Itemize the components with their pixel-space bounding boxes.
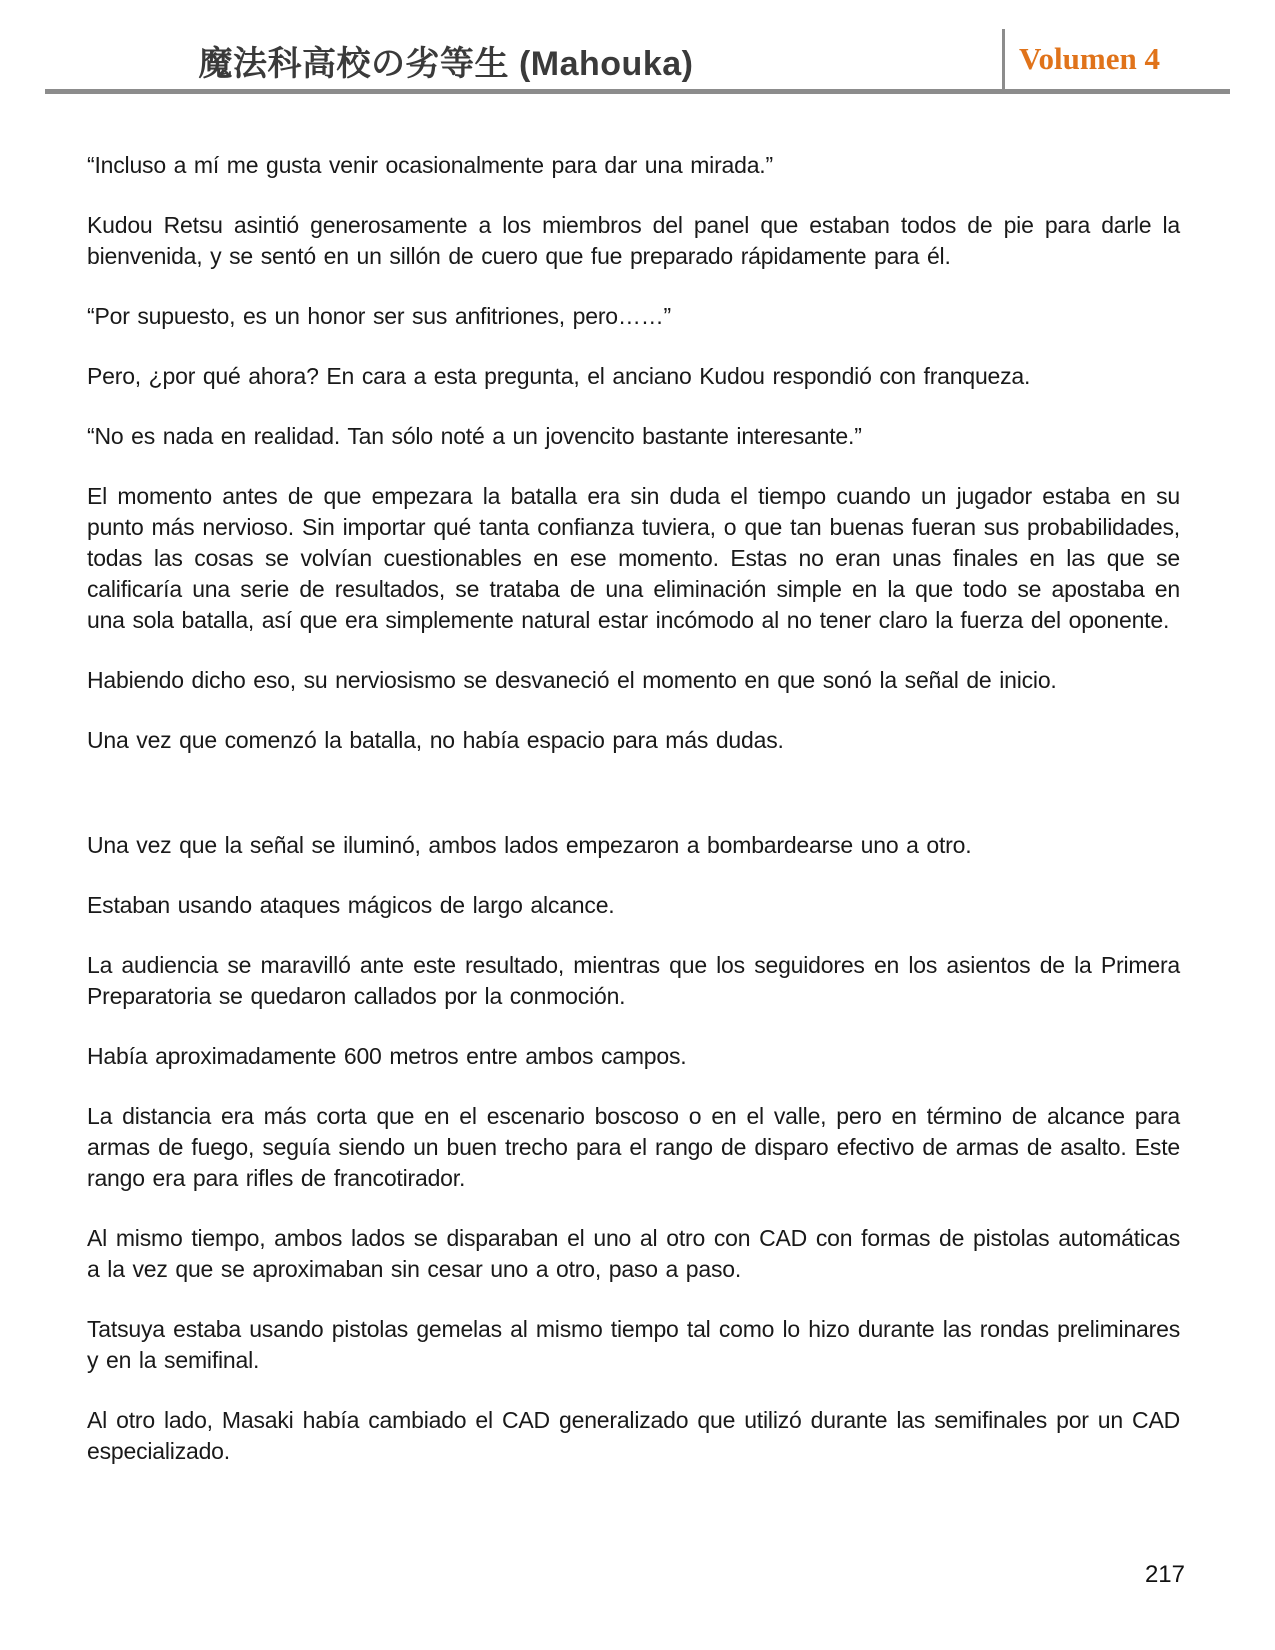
- page-header: [45, 0, 1230, 94]
- paragraph: Una vez que la señal se iluminó, ambos lados empezaron a bombardearse uno a otro.: [87, 832, 972, 858]
- page-number: 217: [1144, 1561, 1185, 1588]
- document-title: 魔法科高校の劣等生 (Mahouka): [198, 45, 694, 83]
- header-title-cell: [45, 0, 1002, 89]
- volume-label: Volumen 4: [1019, 41, 1160, 76]
- paragraph: Habiendo dicho eso, su nerviosismo se desvaneció el momento en que sonó la señal de inicio.: [87, 667, 1057, 693]
- header-volume-cell: [1002, 29, 1230, 89]
- page-body: [87, 150, 1180, 1496]
- paragraph: “No es nada en realidad. Tan sólo noté a un jovencito bastante interesante.”: [87, 423, 862, 449]
- paragraph: “Incluso a mí me gusta venir ocasionalmente para dar una mirada.”: [87, 152, 773, 178]
- paragraph: “Por supuesto, es un honor ser sus anfitriones, pero……”: [87, 303, 671, 329]
- paragraph: El momento antes de que empezara la batalla era sin duda el tiempo cuando un jugador estaba en su punto más nervioso. Sin importar qué tanta confianza tuviera, o que tan buenas fueran sus probabilidades, todas las cosas se volvían cuestionables en ese momento. Estas no eran unas finales en las que se calificaría una serie de resultados, se trataba de una eliminación simple en la que todo se apostaba en una sola batalla, así que era simplemente natural estar incómodo al no tener claro la fuerza del oponente.: [87, 483, 1180, 633]
- paragraph: La distancia era más corta que en el escenario boscoso o en el valle, pero en término de alcance para armas de fuego, seguía siendo un buen trecho para el rango de disparo efectivo de armas de asalto. Este rango era para rifles de francotirador.: [87, 1103, 1180, 1191]
- paragraph: Pero, ¿por qué ahora? En cara a esta pregunta, el anciano Kudou respondió con franqueza.: [87, 363, 1031, 389]
- paragraph: La audiencia se maravilló ante este resultado, mientras que los seguidores en los asientos de la Primera Preparatoria se quedaron callados por la conmoción.: [87, 952, 1180, 1009]
- paragraph: Tatsuya estaba usando pistolas gemelas al mismo tiempo tal como lo hizo durante las rondas preliminares y en la semifinal.: [87, 1316, 1180, 1373]
- paragraph: Al mismo tiempo, ambos lados se disparaban el uno al otro con CAD con formas de pistolas automáticas a la vez que se aproximaban sin cesar uno a otro, paso a paso.: [87, 1225, 1180, 1282]
- paragraph: Una vez que comenzó la batalla, no había espacio para más dudas.: [87, 727, 784, 753]
- paragraph: Al otro lado, Masaki había cambiado el CAD generalizado que utilizó durante las semifinales por un CAD especializado.: [87, 1407, 1180, 1464]
- paragraph: Estaban usando ataques mágicos de largo alcance.: [87, 892, 615, 918]
- paragraph: Kudou Retsu asintió generosamente a los miembros del panel que estaban todos de pie para darle la bienvenida, y se sentó en un sillón de cuero que fue preparado rápidamente para él.: [87, 212, 1180, 269]
- paragraph: Había aproximadamente 600 metros entre ambos campos.: [87, 1043, 687, 1069]
